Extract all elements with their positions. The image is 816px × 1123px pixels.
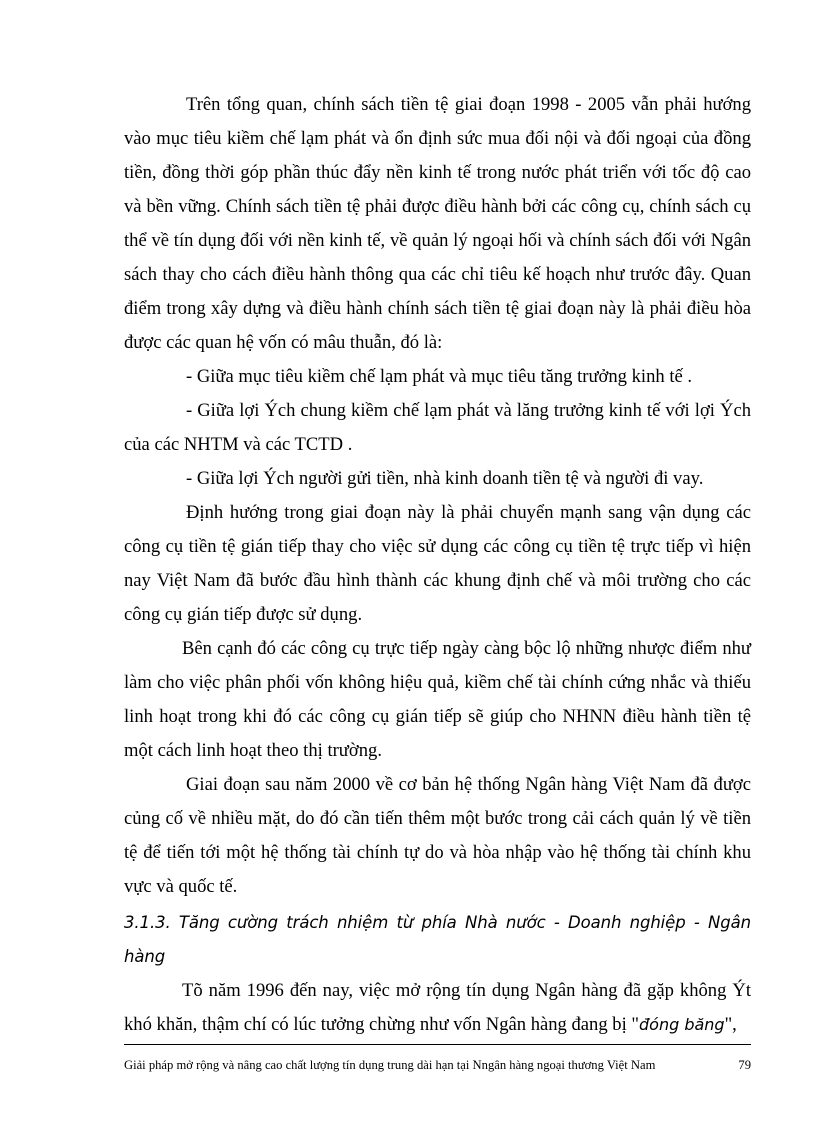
page-body — [124, 88, 751, 1042]
paragraph-monetary-policy-overview: Trên tổng quan, chính sách tiền tệ giai đoạn 1998 - 2005 vẫn phải hướng vào mục tiêu kiềm chế lạm phát và ổn định sức mua đối nội và đối ngoại của đồng tiền, đồng thời góp phần thúc đẩy nền kinh tế trong nước phát triển với tốc độ cao và bền vững. Chính sách tiền tệ phải được điều hành bởi các công cụ, chính sách cụ thể về tín dụng đối với nền kinh tế, về quản lý ngoại hối và chính sách đối với Ngân sách thay cho cách điều hành thông qua các chỉ tiêu kế hoạch như trước đây. Quan điểm trong xây dựng và điều hành chính sách tiền tệ giai đoạn này là phải điều hòa được các quan hệ vốn có mâu thuẫn, đó là: — [124, 94, 751, 353]
paragraph-credit-end-text: ", — [724, 1014, 737, 1035]
bullet-inflation-vs-growth: - Giữa mục tiêu kiềm chế lạm phát và mục tiêu tăng trưởng kinh tế . — [186, 366, 693, 387]
paragraph-credit-since-1996 — [124, 974, 751, 1042]
bullet-common-interest-vs-banks: - Giữa lợi Ých chung kiềm chế lạm phát và lăng trưởng kinh tế với lợi Ých của các NHTM và các TCTD . — [124, 400, 751, 455]
footer-divider — [124, 1044, 751, 1045]
paragraph-direct-tools-weaknesses: Bên cạnh đó các công cụ trực tiếp ngày càng bộc lộ những nhược điểm như làm cho việc phân phối vốn không hiệu quả, kiềm chế tài chính cứng nhắc và thiếu linh hoạt trong khi đó các công cụ gián tiếp sẽ giúp cho NHNN điều hành tiền tệ một cách linh hoạt theo thị trường. — [124, 638, 751, 761]
paragraph-indirect-tools-orientation: Định hướng trong giai đoạn này là phải chuyển mạnh sang vận dụng các công cụ tiền tệ gián tiếp thay cho việc sử dụng các công cụ tiền tệ trực tiếp vì hiện nay Việt Nam đã bước đầu hình thành các khung định chế và môi trường cho các công cụ gián tiếp được sử dụng. — [124, 502, 751, 625]
paragraph-post-2000-period: Giai đoạn sau năm 2000 về cơ bản hệ thống Ngân hàng Việt Nam đã được củng cố về nhiều mặt, do đó cần tiến thêm một bước trong cải cách quản lý về tiền tệ để tiến tới một hệ thống tài chính tự do và hòa nhập vào hệ thống tài chính khu vực và quốc tế. — [124, 774, 751, 897]
section-heading-3-1-3: 3.1.3. Tăng cường trách nhiệm từ phía Nhà nước - Doanh nghiệp - Ngân hàng — [124, 913, 751, 966]
frozen-emphasis-text: đóng băng — [639, 1015, 725, 1034]
footer-title: Giải pháp mở rộng và nâng cao chất lượng tín dụng trung dài hạn tại Nngân hàng ngoại thương Việt Nam — [124, 1058, 656, 1072]
page-number: 79 — [738, 1058, 751, 1072]
bullet-depositors-vs-borrowers: - Giữa lợi Ých người gửi tiền, nhà kinh doanh tiền tệ và người đi vay. — [186, 468, 704, 489]
page-footer — [124, 1058, 751, 1073]
paragraph-credit-start-text: Tõ năm 1996 đến nay, việc mở rộng tín dụng Ngân hàng đã gặp không Ýt khó khăn, thậm chí có lúc tưởng chừng như vốn Ngân hàng đang bị " — [124, 980, 751, 1035]
